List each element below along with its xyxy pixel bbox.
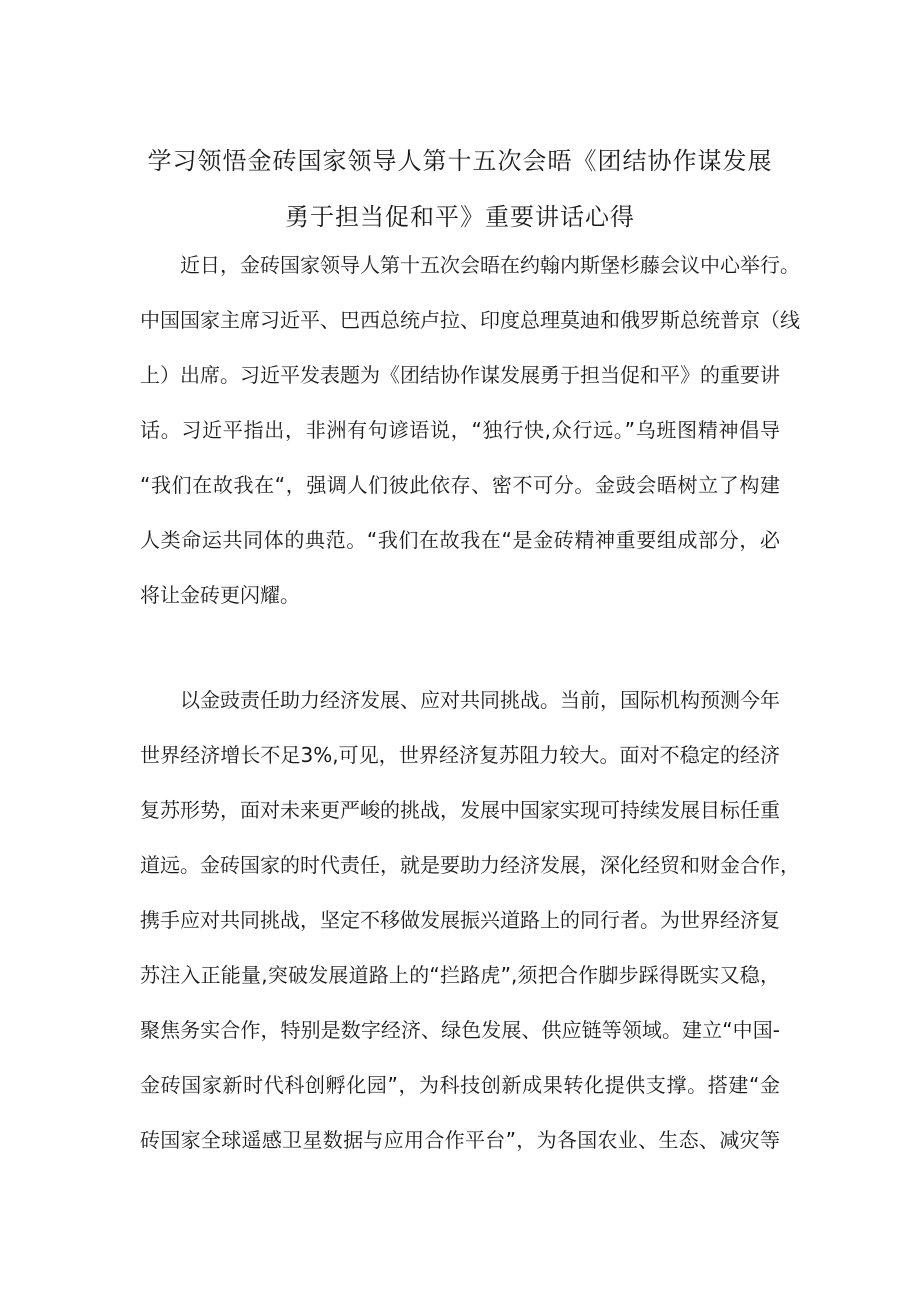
- paragraph-1-line-7: 将让金砖更闪耀。: [140, 583, 300, 607]
- paragraph-1-line-1: 近日，金砖国家领导人第十五次会晤在约翰内斯堡杉藤会议中心举行。: [180, 253, 800, 277]
- paragraph-2-line-1: 以金豉责任助力经济发展、应对共同挑战。当前，国际机构预测今年: [180, 688, 780, 712]
- paragraph-1-line-6: 人类命运共同体的典范。“我们在故我在“是金砖精神重要组成部分，必: [140, 528, 780, 552]
- paragraph-2-line-2: 世界经济增长不足3%,可见，世界经济复苏阻力较大。面对不稳定的经济: [140, 743, 780, 767]
- paragraph-2-line-4: 道远。金砖国家的时代责任，就是要助力经济发展，深化经贸和财金合作，: [140, 853, 800, 877]
- document-title-line-2: 勇于担当促和平》重要讲话心得: [285, 203, 635, 231]
- paragraph-2-line-3: 复苏形势，面对未来更严峻的挑战，发展中国家实现可持续发展目标任重: [140, 798, 780, 822]
- paragraph-2-line-7: 聚焦务实合作，特别是数字经济、绿色发展、供应链等领域。建立“中国-: [140, 1018, 780, 1042]
- paragraph-1-line-3: 上）出席。习近平发表题为《团结协作谋发展勇于担当促和平》的重要讲: [140, 363, 780, 387]
- paragraph-1-line-4: 话。习近平指出，非洲有句谚语说，“独行快,众行远。”乌班图精神倡导: [140, 418, 780, 442]
- paragraph-2-line-6: 苏注入正能量,突破发展道路上的“拦路虎”,须把合作脚步踩得既实又稳，: [140, 963, 780, 987]
- paragraph-2-line-5: 携手应对共同挑战，坚定不移做发展振兴道路上的同行者。为世界经济复: [140, 908, 780, 932]
- paragraph-1-line-5: “我们在故我在“，强调人们彼此依存、密不可分。金豉会晤树立了构建: [140, 473, 780, 497]
- paragraph-2-line-9: 砖国家全球遥感卫星数据与应用合作平台”，为各国农业、生态、减灾等: [140, 1128, 780, 1152]
- document-title-line-1: 学习领悟金砖国家领导人第十五次会晤《团结协作谋发展: [147, 147, 773, 175]
- paragraph-1-line-2: 中国国家主席习近平、巴西总统卢拉、印度总理莫迪和俄罗斯总统普京（线: [140, 308, 800, 332]
- paragraph-2-line-8: 金砖国家新时代科创孵化园”，为科技创新成果转化提供支撑。搭建“金: [140, 1073, 780, 1097]
